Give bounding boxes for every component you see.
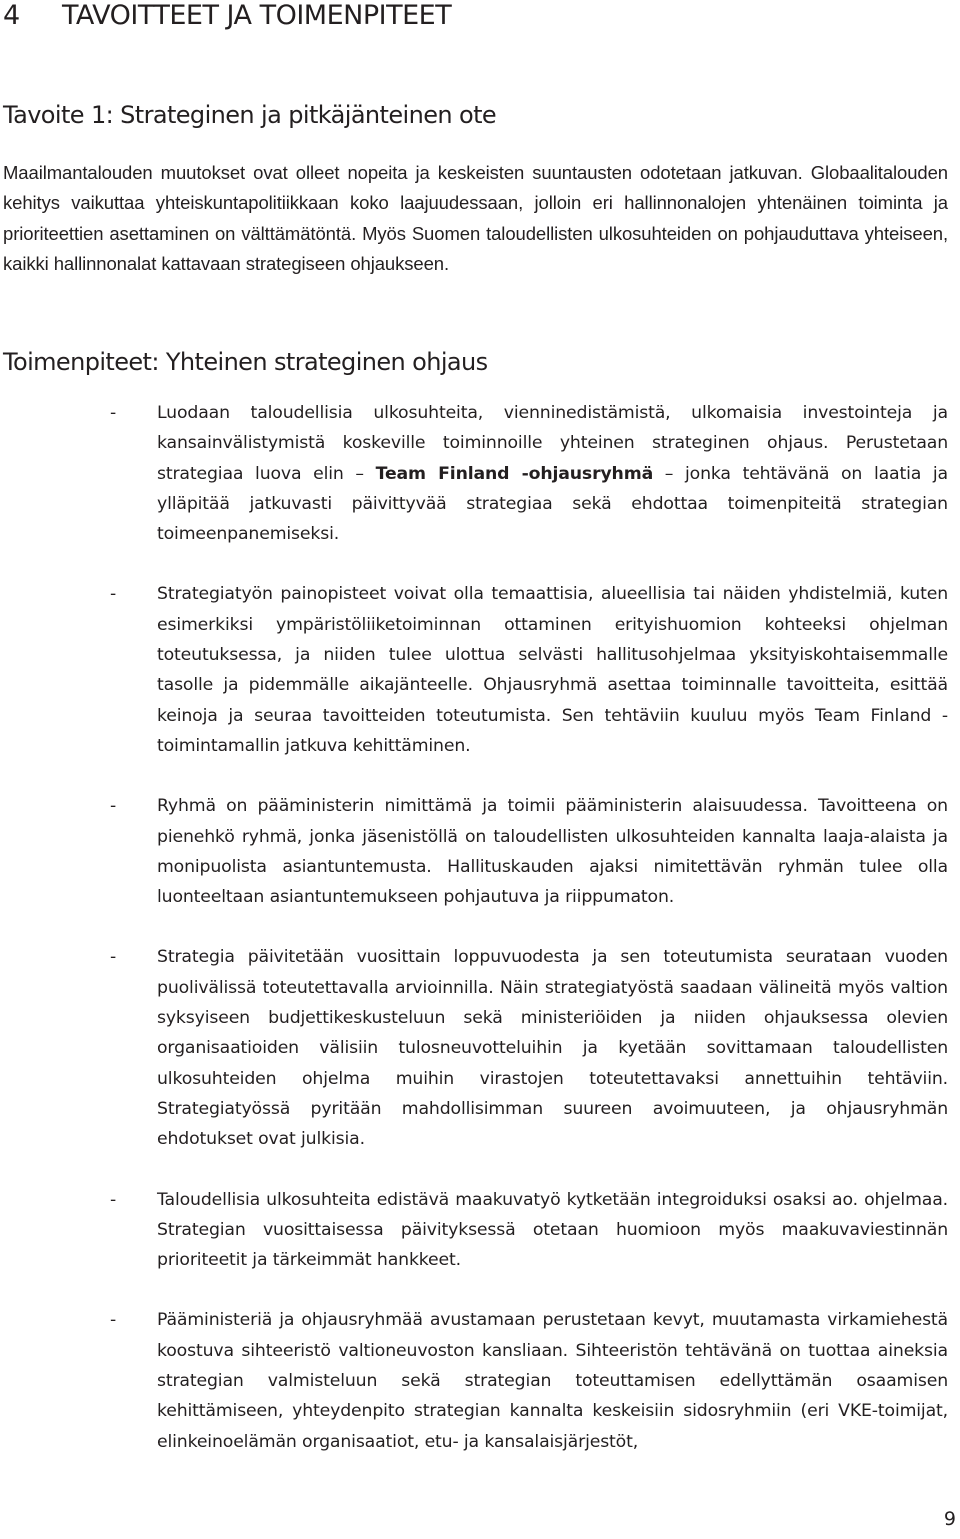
action-item-6 — [0, 1305, 948, 1456]
chapter-title-text: TAVOITTEET JA TOIMENPITEET — [62, 0, 452, 31]
actions-heading: Toimenpiteet: Yhteinen strateginen ohjaus — [3, 348, 488, 376]
action-item-4 — [0, 942, 948, 1154]
list-dash: - — [110, 1310, 117, 1331]
action-item-1-text-after: – jonka tehtävänä on laatia ja ylläpitää jatkuvasti päivittyvää strategiaa sekä ehdottaa toimenpiteitä strategian toimeenpanemiseksi. — [157, 463, 948, 545]
action-item-2-text: Strategiatyön painopisteet voivat olla temaattisia, alueellisia tai näiden yhdistelmiä, kuten esimerkiksi ympäristöliiketoiminnan ottaminen erityishuomion kohteeksi ohjelman toteutuksessa, ja niiden tulee ulottua selvästi hallitusohjelmaa yksityiskohtaisemmalle tasolle ja pidemmälle aikajänteelle. Ohjausryhmä asettaa toiminnalle tavoitteita, esittää keinoja ja seuraa tavoitteiden toteutumista. Sen tehtäviin kuuluu myös Team Finland -toimintamallin jatkuva kehittäminen. — [157, 584, 948, 756]
list-dash: - — [110, 947, 117, 968]
action-item-3-text: Ryhmä on pääministerin nimittämä ja toimii pääministerin alaisuudessa. Tavoitteena on pienehkö ryhmä, jonka jäsenistöllä on taloudellisten ulkosuhteiden kannalta laaja-alaista ja monipuolista asiantuntemusta. Hallituskauden ajaksi nimitettävän ryhmän tulee olla luonteeltaan asiantuntemukseen pohjautuva ja riippumaton. — [157, 796, 948, 908]
chapter-number: 4 — [3, 0, 20, 31]
list-dash: - — [110, 1189, 117, 1210]
action-item-6-text: Pääministeriä ja ohjausryhmää avustamaan perustetaan kevyt, muutamasta virkamiehestä koostuva sihteeristö valtioneuvoston kansliaan. Sihteeristön tehtävänä on tuottaa aineksia strategian valmisteluun sekä strategian toteuttamisen edellyttämän osaamisen kehittämiseen, yhteydenpito strategian kannalta keskeisiin sidosryhmiin (eri VKE-toimijat, elinkeinoelämän organisaatiot, etu- ja kansalaisjärjestöt, — [157, 1310, 948, 1452]
list-dash: - — [110, 403, 117, 423]
action-item-2 — [0, 579, 948, 761]
action-item-5 — [0, 1185, 948, 1276]
list-dash: - — [110, 796, 117, 817]
action-item-4-text: Strategia päivitetään vuosittain loppuvuodesta ja sen toteutumista seurataan vuoden puolivälissä toteutettavalla arvioinnilla. Näin strategiatyöstä saadaan välineitä myös valtion syksyiseen budjettikeskusteluun sekä ministeriöiden ja niiden ohjauksessa olevien organisaatioiden välisiin tulosneuvotteluihin ja kyetään sovittamaan taloudellisten ulkosuhteiden ohjelma muihin virastojen toteutettavaksi annettuihin tehtäviin. Strategiatyössä pyritään mahdollisimman suureen avoimuuteen, ja ohjausryhmän ehdotukset ovat julkisia. — [157, 947, 948, 1150]
action-item-5-text: Taloudellisia ulkosuhteita edistävä maakuvatyö kytketään integroiduksi osaksi ao. ohjelmaa. Strategian vuosittaisessa päivityksessä otetaan huomioon myös maakuvaviestinnän prioriteetit ja tärkeimmät hankkeet. — [157, 1189, 948, 1271]
actions-list — [0, 398, 948, 1457]
action-item-3 — [0, 791, 948, 912]
team-finland-emphasis: Team Finland -ohjausryhmä — [375, 463, 654, 484]
chapter-title — [3, 0, 451, 32]
action-item-1 — [0, 398, 948, 549]
list-dash: - — [110, 584, 117, 605]
action-item-1-text-before: Luodaan taloudellisia ulkosuhteita, vienninedistämistä, ulkomaisia investointeja ja kansainvälistymistä koskeville toiminnoille yhteinen strateginen ohjaus. Perustetaan strategiaa luova elin – — [157, 403, 948, 484]
goal-paragraph: Maailmantalouden muutokset ovat olleet nopeita ja keskeisten suuntausten odotetaan jatkuvan. Globaalitalouden kehitys vaikuttaa yhteiskuntapolitiikkaan koko laajuudessaan, jolloin eri hallinnonalojen yhtenäinen toiminta ja prioriteettien asettaminen on välttämätöntä. Myös Suomen taloudellisten ulkosuhteiden on pohjauduttava yhteiseen, kaikki hallinnonalat kattavaan strategiseen ohjaukseen. — [3, 162, 948, 274]
page-number: 9 — [943, 1508, 956, 1530]
goal-heading: Tavoite 1: Strateginen ja pitkäjänteinen ote — [3, 101, 497, 129]
